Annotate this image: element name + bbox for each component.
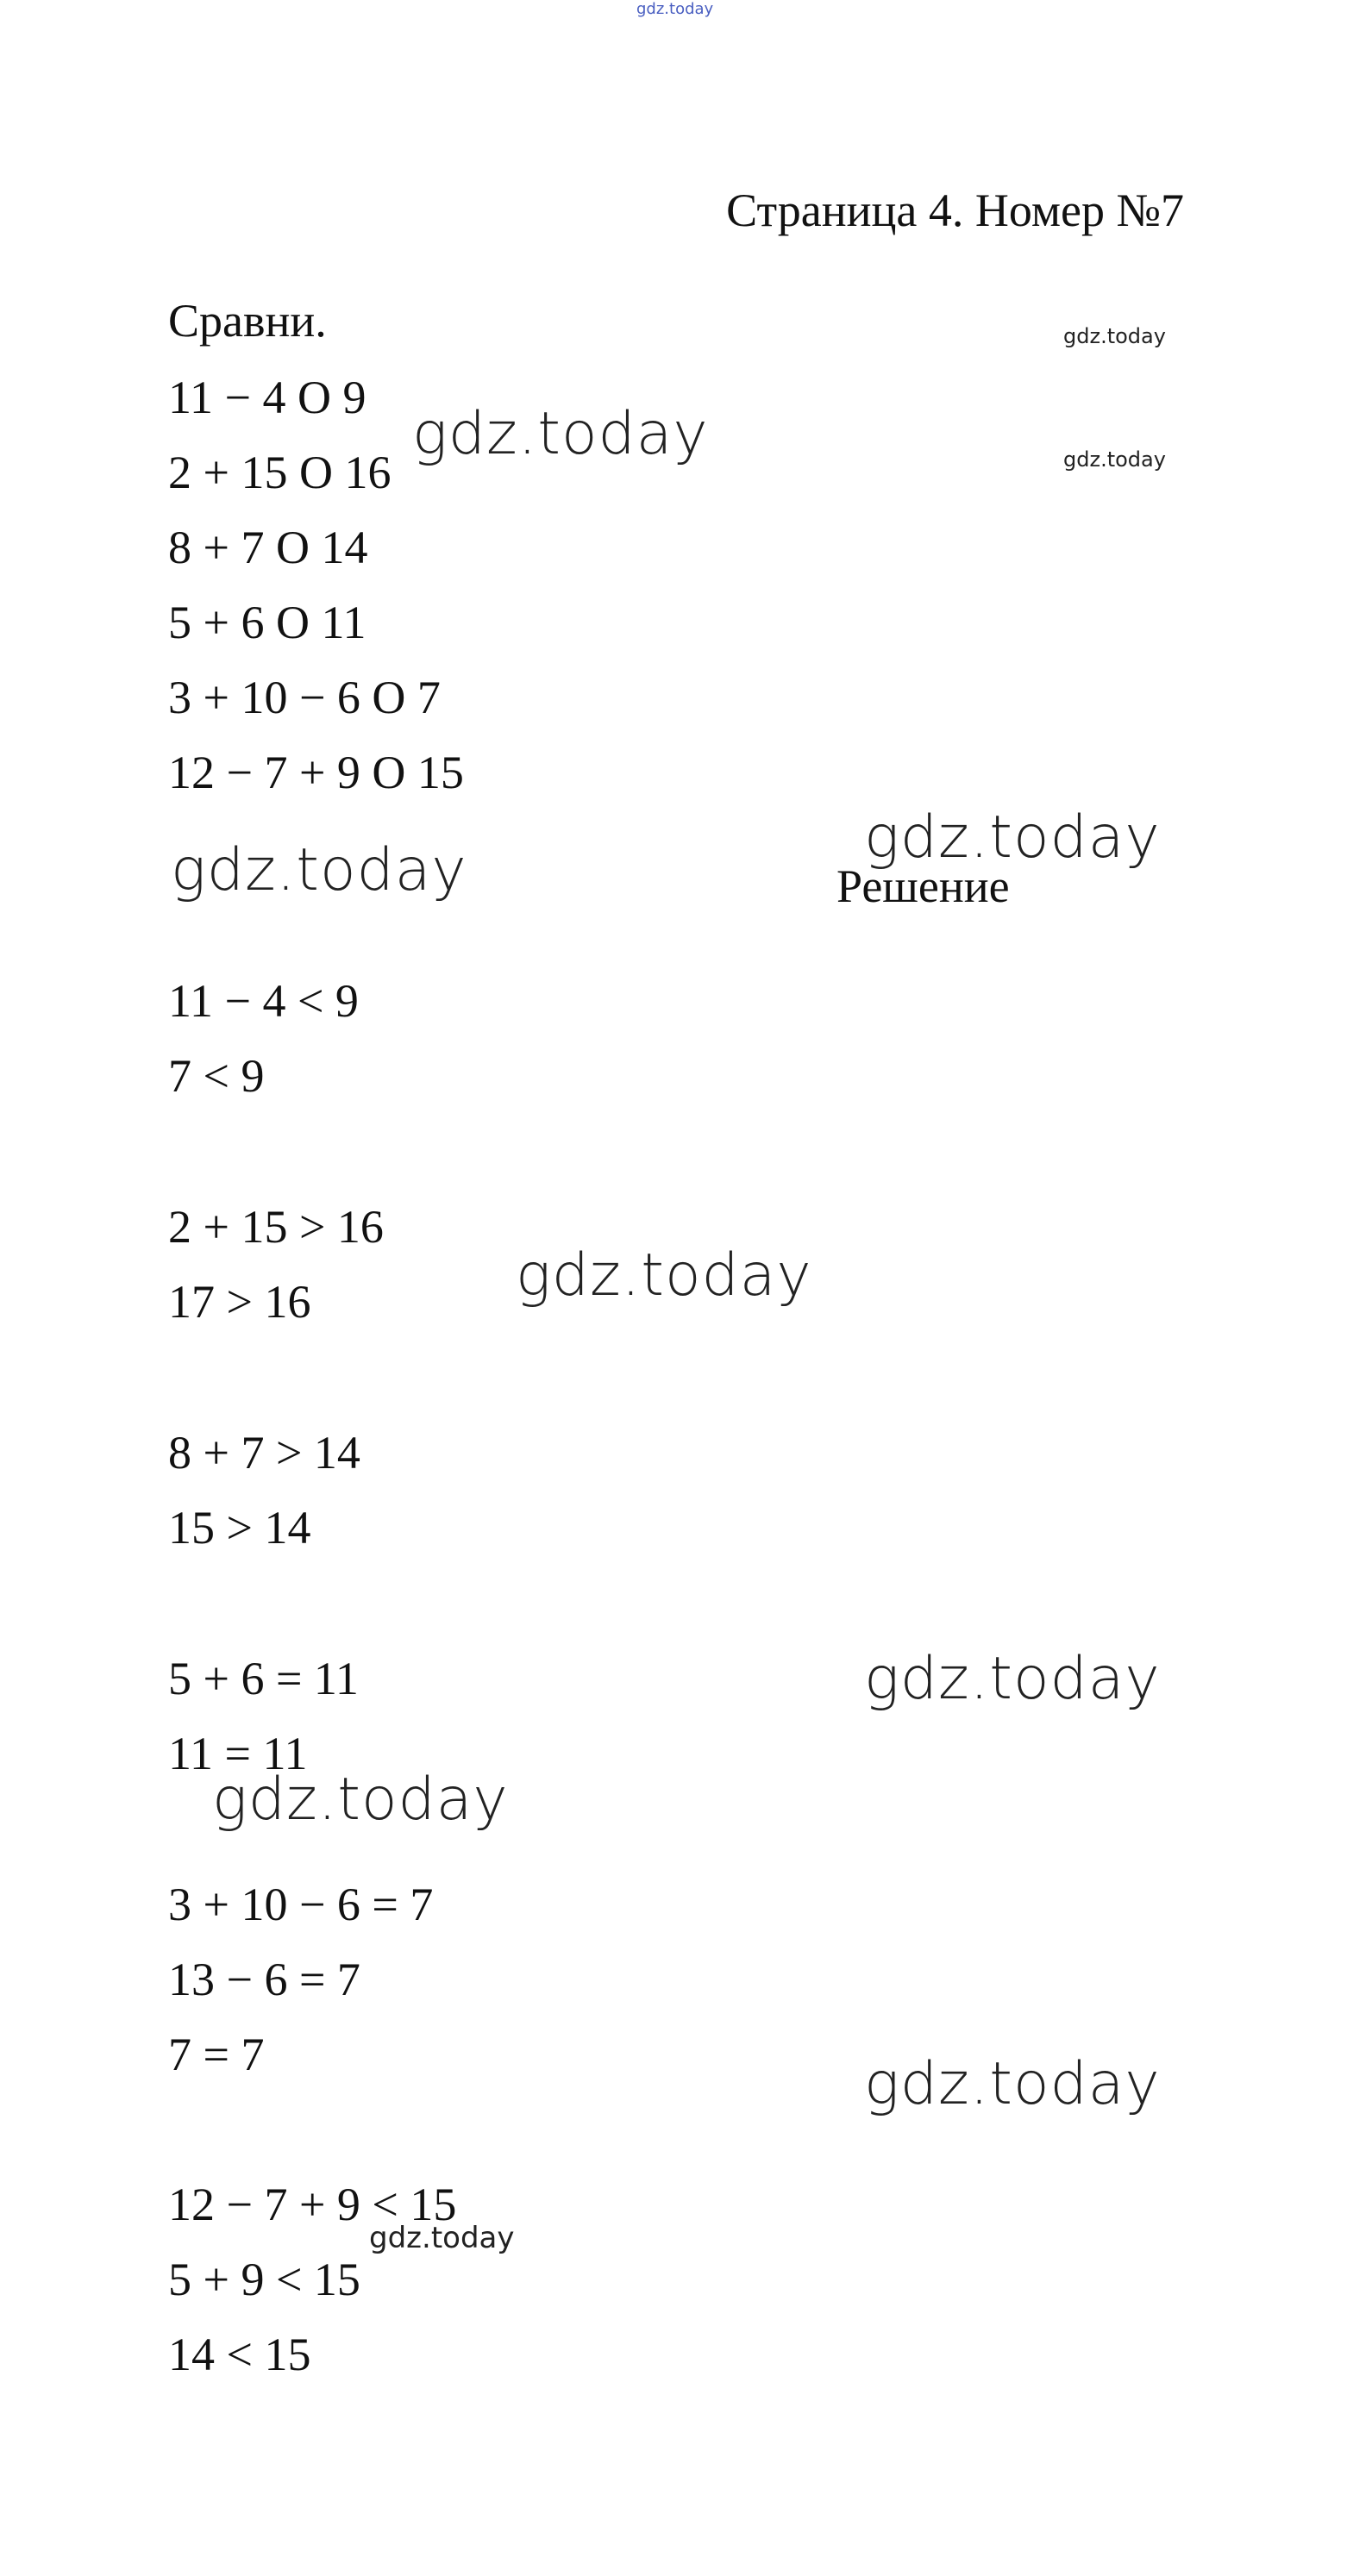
watermark-small: gdz.today — [1063, 324, 1166, 348]
solution-line: 11 − 4 < 9 — [168, 975, 359, 1027]
watermark-large: gdz.today — [412, 400, 709, 468]
problem-item: 2 + 15 O 16 — [168, 447, 392, 498]
problem-item: 12 − 7 + 9 O 15 — [168, 747, 464, 798]
solution-line: 2 + 15 > 16 — [168, 1201, 384, 1253]
solution-line: 3 + 10 − 6 = 7 — [168, 1879, 434, 1930]
watermark-large: gdz.today — [864, 2050, 1161, 2118]
solution-line: 13 − 6 = 7 — [168, 1954, 360, 2005]
watermark-large: gdz.today — [516, 1241, 812, 1310]
solution-group — [168, 964, 359, 1114]
solution-line: 7 = 7 — [168, 2029, 265, 2080]
solution-line: 5 + 6 = 11 — [168, 1653, 359, 1704]
solution-group — [168, 1190, 384, 1340]
watermark-medium: gdz.today — [369, 2221, 515, 2255]
solution-line: 17 > 16 — [168, 1276, 311, 1328]
problem-item: 5 + 6 O 11 — [168, 597, 367, 648]
task-label: Сравни. — [168, 295, 327, 347]
solution-group — [168, 2167, 456, 2392]
solution-line: 11 = 11 — [168, 1728, 308, 1779]
solution-group — [168, 1867, 433, 2092]
watermark-large: gdz.today — [864, 1645, 1161, 1713]
problem-item: 11 − 4 O 9 — [168, 372, 367, 423]
watermark-large: gdz.today — [212, 1766, 509, 1834]
solution-group — [168, 1641, 359, 1791]
solution-line: 14 < 15 — [168, 2329, 311, 2380]
solution-line: 8 + 7 > 14 — [168, 1427, 360, 1479]
solution-line: 5 + 9 < 15 — [168, 2254, 360, 2305]
problem-item: 3 + 10 − 6 O 7 — [168, 672, 441, 723]
watermark-large: gdz.today — [864, 803, 1161, 872]
watermark-large: gdz.today — [171, 836, 467, 904]
problem-item: 8 + 7 O 14 — [168, 522, 368, 573]
watermark-small: gdz.today — [1063, 447, 1166, 472]
solution-group — [168, 1416, 360, 1566]
watermark-top: gdz.today — [636, 0, 714, 18]
problem-list — [168, 360, 464, 810]
solution-heading: Решение — [836, 860, 1010, 912]
solution-line: 12 − 7 + 9 < 15 — [168, 2179, 457, 2230]
page-title: Страница 4. Номер №7 — [726, 184, 1184, 236]
solution-line: 15 > 14 — [168, 1502, 311, 1554]
solution-line: 7 < 9 — [168, 1050, 265, 1102]
